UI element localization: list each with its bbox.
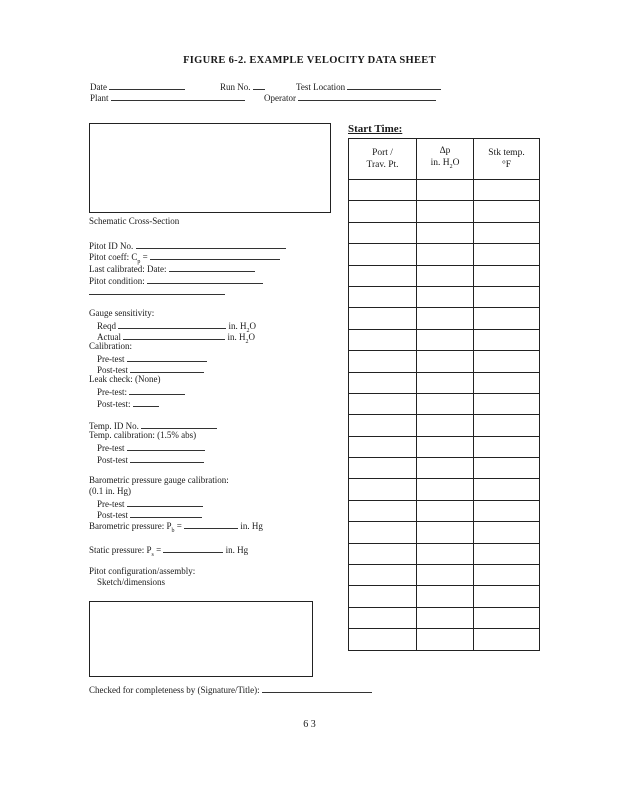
stk-temp-cell[interactable] xyxy=(474,244,540,265)
velocity-data-table-body xyxy=(349,139,540,651)
stk-temp-cell[interactable] xyxy=(474,329,540,350)
baro-pretest-label: Pre-test xyxy=(97,499,125,509)
static-unit: in. Hg xyxy=(225,545,249,555)
stk-temp-cell[interactable] xyxy=(474,393,540,414)
baro-pressure-field xyxy=(89,519,263,537)
checked-field xyxy=(89,683,372,696)
temp-pretest-blank[interactable] xyxy=(127,441,205,451)
baro-pressure-sub: b xyxy=(171,527,175,534)
last-calibrated-blank[interactable] xyxy=(169,262,255,272)
table-row xyxy=(349,308,540,329)
schematic-box[interactable] xyxy=(89,123,331,213)
delta-p-cell[interactable] xyxy=(417,329,474,350)
pitot-condition-line-2[interactable] xyxy=(89,294,225,295)
baro-posttest-blank[interactable] xyxy=(130,508,202,518)
reqd-unit-sub: 2 xyxy=(246,327,250,334)
pitot-config-label: Pitot configuration/assembly: xyxy=(89,566,196,576)
leak-posttest-label: Post-test: xyxy=(97,399,131,409)
port-cell[interactable] xyxy=(349,500,417,521)
baro-cal-range: (0.1 in. Hg) xyxy=(89,486,131,496)
baro-pretest-blank[interactable] xyxy=(127,497,203,507)
delta-p-cell[interactable] xyxy=(417,265,474,286)
actual-label: Actual xyxy=(97,332,121,342)
sketch-label: Sketch/dimensions xyxy=(97,577,165,587)
cal-posttest-blank[interactable] xyxy=(130,363,204,373)
delta-p-cell[interactable] xyxy=(417,629,474,650)
checked-blank[interactable] xyxy=(262,683,372,693)
stk-temp-cell[interactable] xyxy=(474,180,540,201)
pitot-id-blank[interactable] xyxy=(136,239,286,249)
schematic-label: Schematic Cross-Section xyxy=(89,216,180,226)
header-delta-p-line2 xyxy=(417,157,473,173)
port-cell[interactable] xyxy=(349,308,417,329)
table-row xyxy=(349,436,540,457)
delta-p-cell[interactable] xyxy=(417,543,474,564)
calibration-label: Calibration: xyxy=(89,341,132,351)
stk-temp-cell[interactable] xyxy=(474,522,540,543)
delta-p-cell[interactable] xyxy=(417,351,474,372)
port-cell[interactable] xyxy=(349,393,417,414)
gauge-sensitivity-label: Gauge sensitivity: xyxy=(89,308,155,318)
stk-temp-cell[interactable] xyxy=(474,222,540,243)
table-row xyxy=(349,265,540,286)
pitot-condition-blank[interactable] xyxy=(147,274,263,284)
table-row xyxy=(349,458,540,479)
plant-field xyxy=(90,91,245,104)
leak-pretest-label: Pre-test: xyxy=(97,387,127,397)
reqd-blank[interactable] xyxy=(118,319,226,329)
port-cell[interactable] xyxy=(349,180,417,201)
stk-temp-cell[interactable] xyxy=(474,436,540,457)
table-row xyxy=(349,351,540,372)
delta-p-cell[interactable] xyxy=(417,586,474,607)
delta-p-cell[interactable] xyxy=(417,607,474,628)
stk-temp-cell[interactable] xyxy=(474,565,540,586)
delta-p-cell[interactable] xyxy=(417,500,474,521)
test-location-blank[interactable] xyxy=(347,80,441,90)
start-time-label: Start Time: xyxy=(348,123,403,135)
delta-p-cell[interactable] xyxy=(417,565,474,586)
table-row xyxy=(349,180,540,201)
table-row xyxy=(349,479,540,500)
baro-posttest-label: Post-test xyxy=(97,510,129,520)
delta-p-cell[interactable] xyxy=(417,372,474,393)
stk-temp-cell[interactable] xyxy=(474,607,540,628)
sketch-box[interactable] xyxy=(89,601,313,677)
port-cell[interactable] xyxy=(349,479,417,500)
leak-posttest-field xyxy=(97,397,159,410)
delta-p-cell[interactable] xyxy=(417,308,474,329)
static-pressure-blank[interactable] xyxy=(163,543,223,553)
header-delta-p xyxy=(417,139,474,180)
port-cell[interactable] xyxy=(349,329,417,350)
static-pressure-field xyxy=(89,543,248,561)
baro-unit: in. Hg xyxy=(240,521,263,531)
stk-temp-cell[interactable] xyxy=(474,586,540,607)
stk-temp-cell[interactable] xyxy=(474,286,540,307)
actual-unit-b: O xyxy=(248,332,255,342)
delta-p-cell[interactable] xyxy=(417,436,474,457)
port-cell[interactable] xyxy=(349,607,417,628)
delta-p-cell[interactable] xyxy=(417,244,474,265)
port-cell[interactable] xyxy=(349,244,417,265)
temp-id-label: Temp. ID No. xyxy=(89,421,139,431)
table-header-row xyxy=(349,139,540,180)
temp-posttest-blank[interactable] xyxy=(130,453,204,463)
actual-blank[interactable] xyxy=(123,330,225,340)
actual-unit-a: in. H xyxy=(227,332,246,342)
date-blank[interactable] xyxy=(109,80,185,90)
reqd-label: Reqd xyxy=(97,321,116,331)
table-row xyxy=(349,372,540,393)
delta-p-cell[interactable] xyxy=(417,222,474,243)
actual-unit xyxy=(227,332,256,345)
delta-p-cell[interactable] xyxy=(417,286,474,307)
operator-blank[interactable] xyxy=(298,91,436,101)
table-row xyxy=(349,222,540,243)
pitot-coeff-blank[interactable] xyxy=(150,250,280,260)
table-row xyxy=(349,543,540,564)
delta-p-cell[interactable] xyxy=(417,180,474,201)
pitot-condition-field xyxy=(89,274,263,287)
baro-pressure-eq: = xyxy=(176,521,182,531)
page-title: FIGURE 6-2. EXAMPLE VELOCITY DATA SHEET xyxy=(183,55,436,66)
stk-temp-cell[interactable] xyxy=(474,415,540,436)
header-port-trav-pt xyxy=(349,139,417,180)
header-port-line1: Port / xyxy=(372,148,393,158)
pitot-coeff-sub: p xyxy=(137,258,141,265)
port-cell[interactable] xyxy=(349,458,417,479)
stk-temp-cell[interactable] xyxy=(474,479,540,500)
delta-p-cell[interactable] xyxy=(417,479,474,500)
port-cell[interactable] xyxy=(349,565,417,586)
stk-temp-cell[interactable] xyxy=(474,543,540,564)
actual-unit-sub: 2 xyxy=(245,338,249,345)
header-delta-p-line1: Δp xyxy=(439,146,451,157)
page-number: 6 3 xyxy=(303,719,316,730)
run-no-blank[interactable] xyxy=(253,80,265,90)
operator-label: Operator xyxy=(264,93,296,103)
table-row xyxy=(349,607,540,628)
header-port-line2: Trav. Pt. xyxy=(366,160,399,170)
velocity-data-table xyxy=(348,138,540,651)
table-row xyxy=(349,522,540,543)
leak-check-label: Leak check: (None) xyxy=(89,374,161,384)
port-cell[interactable] xyxy=(349,286,417,307)
header-delta-p-unit-sub: 2 xyxy=(449,163,453,170)
stk-temp-cell[interactable] xyxy=(474,629,540,650)
checked-label: Checked for completeness by (Signature/Title): xyxy=(89,685,260,695)
port-cell[interactable] xyxy=(349,543,417,564)
stk-temp-cell[interactable] xyxy=(474,458,540,479)
stk-temp-cell[interactable] xyxy=(474,372,540,393)
table-row xyxy=(349,586,540,607)
stk-temp-cell[interactable] xyxy=(474,500,540,521)
port-cell[interactable] xyxy=(349,222,417,243)
delta-p-cell[interactable] xyxy=(417,393,474,414)
delta-p-cell[interactable] xyxy=(417,458,474,479)
table-row xyxy=(349,201,540,222)
cal-pretest-blank[interactable] xyxy=(127,352,207,362)
table-row xyxy=(349,565,540,586)
plant-label: Plant xyxy=(90,93,109,103)
temp-posttest-field xyxy=(97,453,204,466)
run-no-label: Run No. xyxy=(220,82,251,92)
stk-temp-cell[interactable] xyxy=(474,308,540,329)
plant-blank[interactable] xyxy=(111,91,245,101)
pitot-coeff-label: Pitot coeff: C xyxy=(89,252,138,262)
port-cell[interactable] xyxy=(349,372,417,393)
pitot-coeff-eq: = xyxy=(142,252,148,262)
reqd-unit-a: in. H xyxy=(228,321,247,331)
temp-calibration-label: Temp. calibration: (1.5% abs) xyxy=(89,430,197,440)
stk-temp-cell[interactable] xyxy=(474,265,540,286)
cal-pretest-label: Pre-test xyxy=(97,354,125,364)
date-label: Date xyxy=(90,82,107,92)
table-row xyxy=(349,286,540,307)
header-stk-temp xyxy=(474,139,540,180)
leak-pretest-blank[interactable] xyxy=(129,385,185,395)
header-stk-temp-line1: Stk temp. xyxy=(488,148,525,158)
port-cell[interactable] xyxy=(349,436,417,457)
cal-posttest-label: Post-test xyxy=(97,365,129,375)
temp-id-blank[interactable] xyxy=(141,419,217,429)
static-pressure-eq: = xyxy=(156,545,162,555)
header-delta-p-unit-a: in. H xyxy=(430,158,450,169)
table-row xyxy=(349,500,540,521)
delta-p-cell[interactable] xyxy=(417,201,474,222)
header-delta-p-unit-b: O xyxy=(452,158,460,169)
temp-posttest-label: Post-test xyxy=(97,455,129,465)
header-stk-temp-line2: °F xyxy=(501,160,512,170)
port-cell[interactable] xyxy=(349,201,417,222)
port-cell[interactable] xyxy=(349,351,417,372)
reqd-unit-b: O xyxy=(249,321,256,331)
table-row xyxy=(349,393,540,414)
pitot-condition-label: Pitot condition: xyxy=(89,276,145,286)
port-cell[interactable] xyxy=(349,265,417,286)
port-cell[interactable] xyxy=(349,522,417,543)
pitot-id-label: Pitot ID No. xyxy=(89,241,134,251)
baro-cal-label: Barometric pressure gauge calibration: xyxy=(89,475,229,485)
operator-field xyxy=(264,91,436,104)
table-row xyxy=(349,415,540,436)
temp-pretest-label: Pre-test xyxy=(97,443,125,453)
port-cell[interactable] xyxy=(349,415,417,436)
table-row xyxy=(349,244,540,265)
port-cell[interactable] xyxy=(349,586,417,607)
stk-temp-cell[interactable] xyxy=(474,201,540,222)
static-pressure-label: Static pressure: P xyxy=(89,545,152,555)
baro-pressure-label: Barometric pressure: P xyxy=(89,521,172,531)
delta-p-cell[interactable] xyxy=(417,522,474,543)
delta-p-cell[interactable] xyxy=(417,415,474,436)
static-pressure-sub: s xyxy=(151,551,154,558)
baro-pressure-blank[interactable] xyxy=(184,519,238,529)
stk-temp-cell[interactable] xyxy=(474,351,540,372)
port-cell[interactable] xyxy=(349,629,417,650)
test-location-label: Test Location xyxy=(296,82,346,92)
last-calibrated-label: Last calibrated: Date: xyxy=(89,264,167,274)
leak-posttest-blank[interactable] xyxy=(133,397,159,407)
table-row xyxy=(349,329,540,350)
table-row xyxy=(349,629,540,650)
